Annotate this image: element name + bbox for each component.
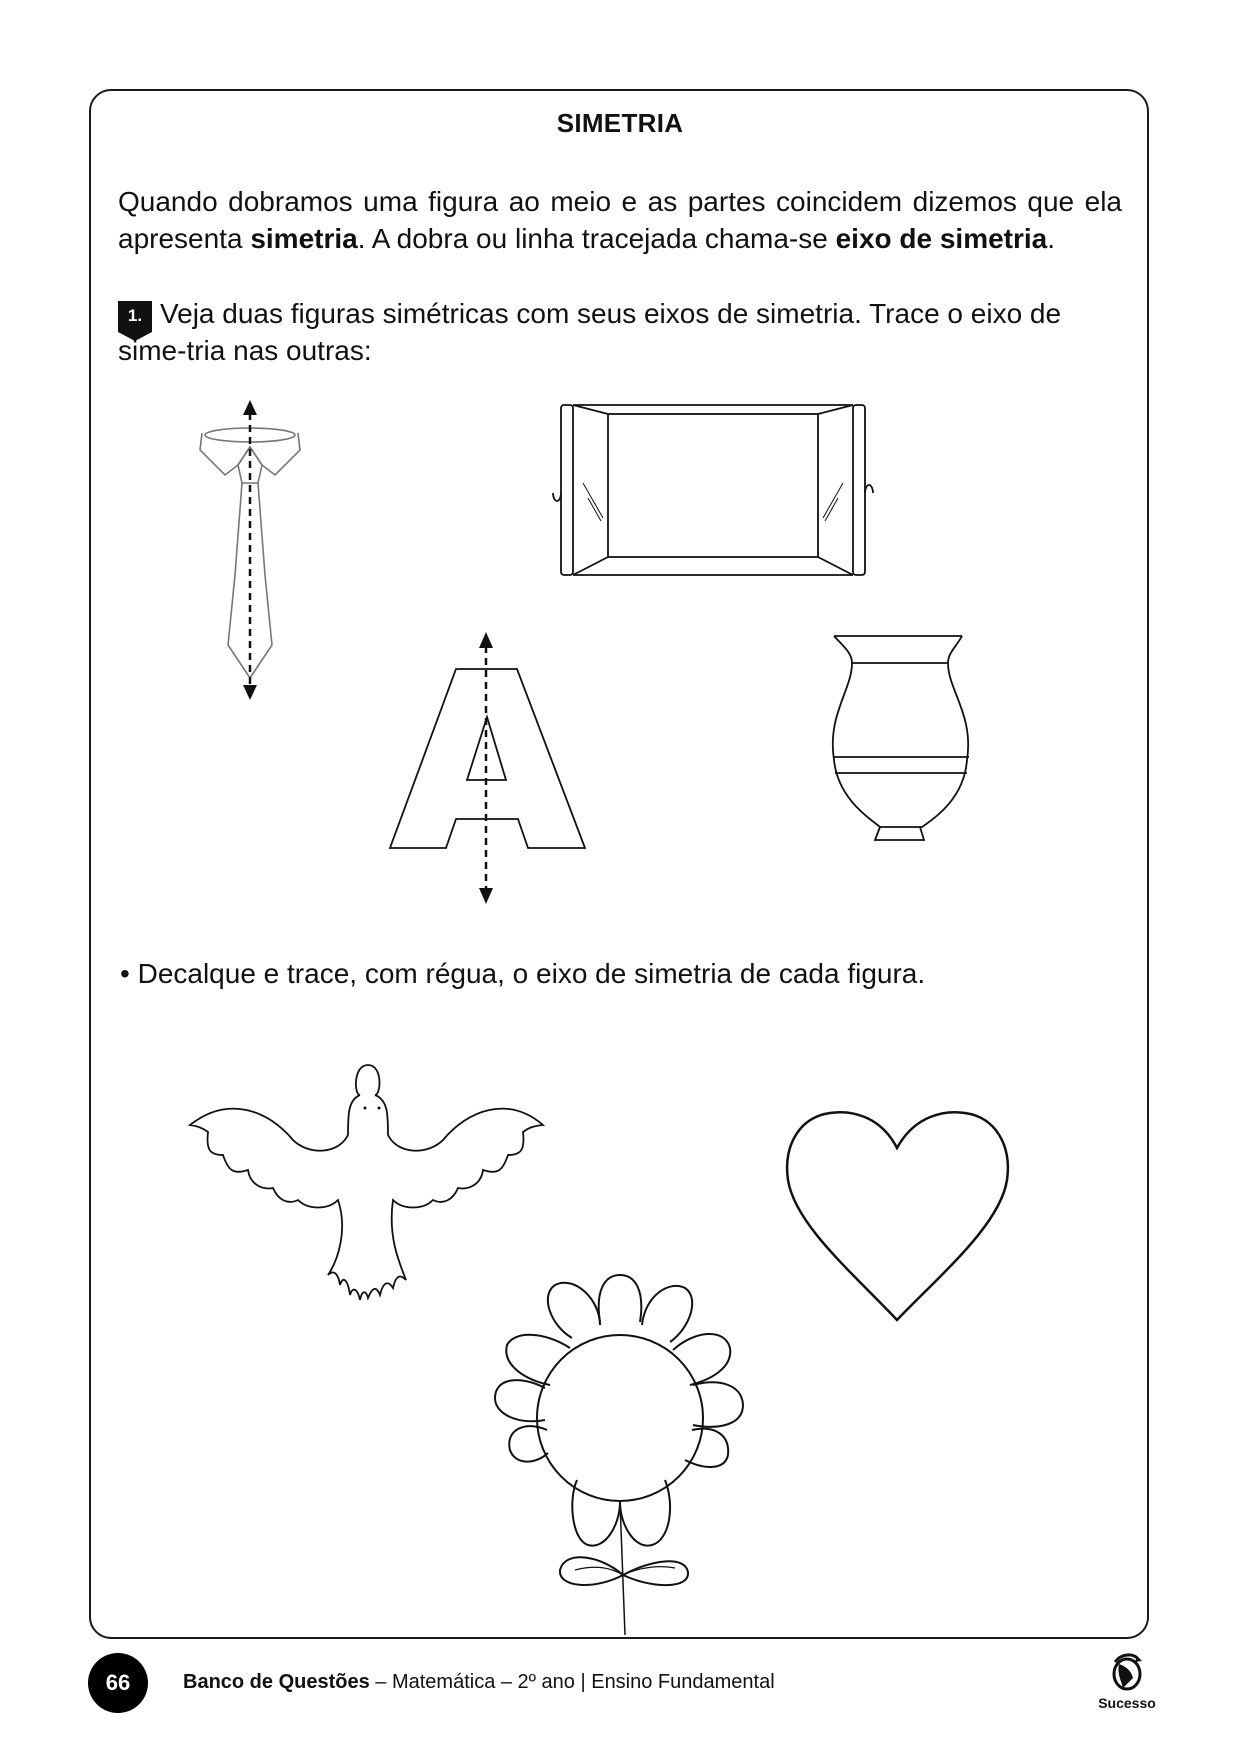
page-title: SIMETRIA	[556, 108, 684, 138]
dove-eye-left	[364, 1107, 367, 1110]
letter-a-figure	[388, 628, 588, 903]
intro-text-1: Quando dobramos uma figura ao meio e as partes coincidem dizemos que ela apresenta	[118, 186, 1122, 254]
dove-eye-right	[378, 1107, 381, 1110]
publisher-logo	[1092, 1652, 1162, 1711]
tie-figure	[180, 395, 320, 705]
footer-book-title: Banco de Questões	[183, 1671, 370, 1693]
dove-figure	[188, 1060, 548, 1305]
heart-figure	[785, 1105, 1015, 1325]
instruction-text: Decalque e trace, com régua, o eixo de simetria de cada figura.	[137, 958, 926, 989]
question-1	[118, 295, 1122, 369]
tray-figure	[553, 403, 873, 578]
footer-caption	[183, 1671, 775, 1694]
term-simetria: simetria	[250, 223, 358, 254]
instruction-line	[120, 955, 925, 992]
page-number-badge: 66	[88, 1653, 148, 1713]
globe-logo-icon	[1107, 1652, 1147, 1692]
intro-paragraph	[118, 183, 1122, 257]
logo-label: Sucesso	[1098, 1695, 1156, 1711]
intro-text-2: . A dobra ou linha tracejada chama-se	[357, 223, 836, 254]
term-eixo-de-simetria: eixo de simetria	[835, 223, 1048, 254]
question-number-badge: 1.	[118, 301, 152, 332]
intro-text-3: .	[1047, 223, 1056, 254]
footer-subtitle: – Matemática – 2º ano | Ensino Fundamental	[369, 1671, 775, 1693]
vase-figure	[832, 635, 998, 861]
question-text: Veja duas figuras simétricas com seus eixos de simetria. Trace o eixo de sime-tria nas outras:	[118, 298, 1062, 366]
flower-figure	[480, 1270, 765, 1635]
bullet-glyph: •	[120, 958, 130, 989]
